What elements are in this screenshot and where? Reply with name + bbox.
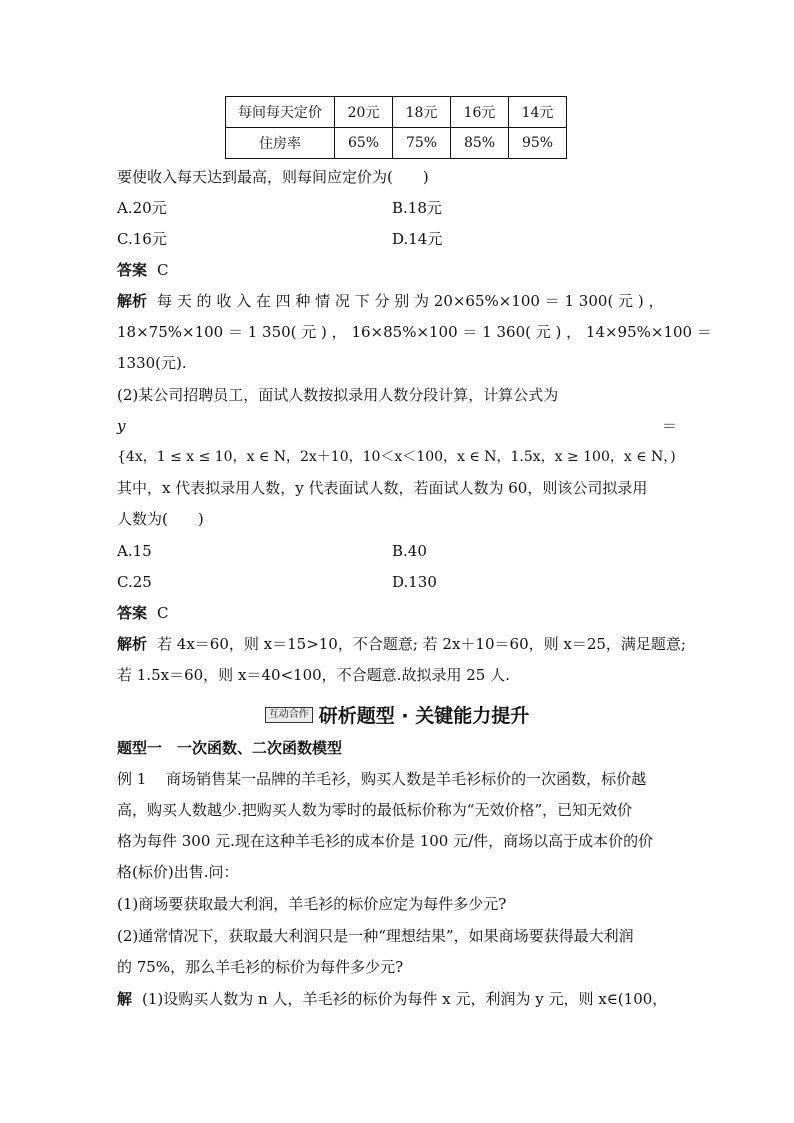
q1-answer-line [117,259,677,281]
example-line: (2)通常情况下，获取最大利润只是一种“理想结果”，如果商场要获得最大利润 [117,927,634,945]
q2-option-b: B.40 [392,542,427,560]
price-cell: 14元 [509,97,567,128]
q2-option-a: A.15 [117,542,152,560]
q2-analysis-line-2: 若 1.5x＝60，则 x＝40<100，不合题意.故拟录用 25 人. [117,666,510,684]
q1-analysis-line-3: 1330(元). [117,354,187,372]
price-cell: 20元 [335,97,393,128]
price-cell: 16元 [451,97,509,128]
q1-question: 要使收入每天达到最高，则每间应定价为( ) [117,168,429,186]
q1-analysis-line-2: 18×75%×100 ＝ 1 350( 元 ) ， 16×85%×100 ＝ 1 360( 元 ) ， 14×95%×100 ＝ [117,323,712,341]
answer-label: 答案 [117,604,148,622]
solution-label: 解 [117,990,133,1008]
q2-formula-head [117,415,677,437]
q2-stem: (2)某公司招聘员工，面试人数按拟录用人数分段计算，计算公式为 [117,386,559,404]
analysis-label: 解析 [117,292,148,310]
analysis-text: 若 4x＝60，则 x＝15>10，不合题意; 若 2x＋10＝60，则 x＝25，满足题意; [157,635,686,653]
answer-value: C [157,261,169,279]
example-line: 格(标价)出售.问： [117,863,239,881]
table-row [226,128,567,159]
example-line: 例 1 商场销售某一品牌的羊毛衫，购买人数是羊毛衫标价的一次函数，标价越 [117,770,647,788]
q2-line-1: 其中，x 代表拟录用人数，y 代表面试人数，若面试人数为 60，则该公司拟录用 [117,479,648,497]
solution-text: (1)设购买人数为 n 人，羊毛衫的标价为每件 x 元，利润为 y 元，则 x∈(100， [142,990,668,1008]
answer-value: C [157,604,169,622]
example-line: 高，购买人数越少.把购买人数为零时的最低标价称为“无效价格”，已知无效价 [117,801,633,819]
rate-cell: 95% [509,128,567,159]
analysis-label: 解析 [117,635,148,653]
rate-cell: 65% [335,128,393,159]
table-row [226,97,567,128]
topic-title: 题型一 一次函数、二次函数模型 [117,739,343,757]
rate-cell: 75% [393,128,451,159]
table-header-cell: 每间每天定价 [226,97,335,128]
analysis-text: 每 天 的 收 入 在 四 种 情 况 下 分 别 为 20×65%×100 ＝ 1 300( 元 ) ， [157,292,664,310]
equals-sign: ＝ [661,417,677,435]
price-cell: 18元 [393,97,451,128]
table-row-label: 住房率 [226,128,335,159]
rate-cell: 85% [451,128,509,159]
q2-line-2: 人数为( ) [117,510,204,528]
q1-analysis-line-1 [117,290,677,312]
example-line: 格为每件 300 元.现在这种羊毛衫的成本价是 100 元/件，商场以高于成本价的价 [117,832,654,850]
q2-analysis-line-1 [117,633,686,655]
q1-option-b: B.18元 [392,199,442,217]
q2-piecewise-formula: {4x，1 ≤ x ≤ 10，x ∈ N，2x＋10，10＜x＜100，x ∈ N，1.5x，x ≥ 100，x ∈ N，) [117,449,676,465]
y-variable: y [117,417,126,435]
q2-option-d: D.130 [392,573,437,591]
price-occupancy-table [225,96,567,159]
q1-option-a: A.20元 [117,199,167,217]
example-line: (1)商场要获取最大利润，羊毛衫的标价应定为每件多少元? [117,895,507,913]
solution-line [117,988,682,1010]
q2-option-c: C.25 [117,573,152,591]
example-line: 的 75%，那么羊毛衫的标价为每件多少元? [117,958,404,976]
answer-label: 答案 [117,261,148,279]
section-badge: 互动合作 [265,707,313,723]
q1-option-d: D.14元 [392,230,443,248]
q1-option-c: C.16元 [117,230,167,248]
section-title: 研析题型 · 关键能力提升 [318,705,530,727]
section-heading [0,701,794,728]
q2-answer-line [117,602,677,624]
